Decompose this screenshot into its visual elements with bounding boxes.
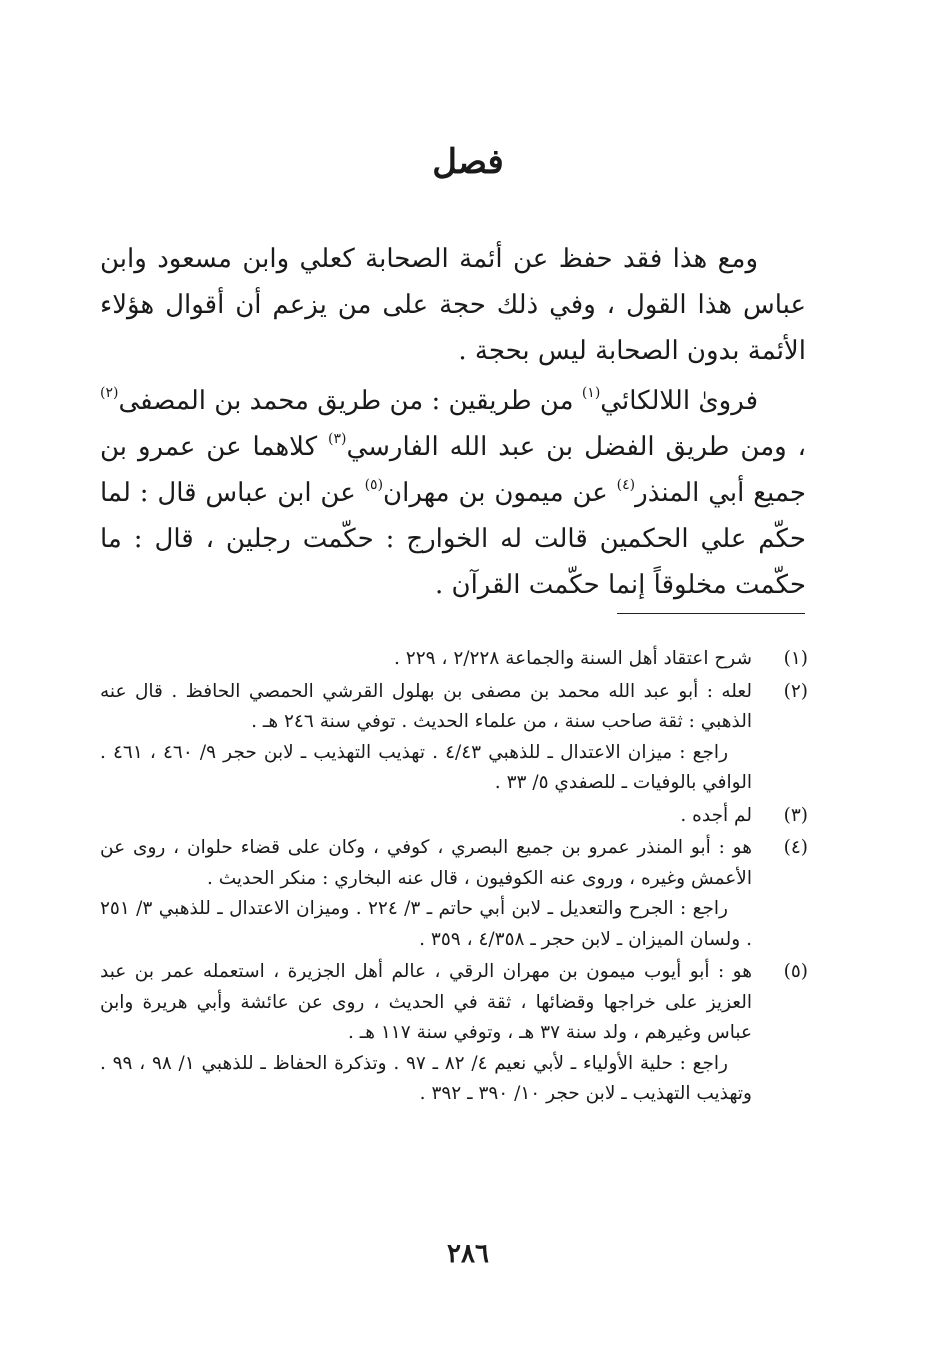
footnote-body [100, 677, 752, 799]
paragraph-1: ومع هذا فقد حفظ عن أئمة الصحابة كعلي وابن مسعود وابن عباس هذا القول ، وفي ذلك حجة على من يزعم أن أقوال هؤلاء الأئمة بدون الصحابة ليس بحجة . [100, 244, 806, 366]
footnote-marker-5[interactable]: (٥) [364, 477, 384, 494]
footnote-marker-3[interactable]: (٣) [328, 431, 347, 448]
text-segment: عن ابن عباس قال : لما حكّم علي الحكمين قالت له الخوارج : حكّمت رجلين ، قال : ما حكّمت مخلوقاً إنما حكّمت القرآن . [100, 478, 806, 600]
footnote-3 [100, 801, 808, 832]
footnote-1 [100, 644, 808, 675]
footnote-reference: راجع : الجرح والتعديل ـ لابن أبي حاتم ـ ٣/ ٢٢٤ . وميزان الاعتدال ـ للذهبي ٣/ ٢٥١ . ولسان الميزان ـ لابن حجر ـ ٤/٣٥٨ ، ٣٥٩ . [100, 898, 752, 950]
footnote-marker-4[interactable]: (٤) [616, 477, 636, 494]
footnote-5 [100, 957, 808, 1110]
footnote-body [100, 957, 752, 1110]
footnote-body [100, 801, 752, 832]
footnote-2 [100, 677, 808, 799]
paragraph-2 [100, 378, 806, 608]
footnote-text: هو : أبو أيوب ميمون بن مهران الرقي ، عالم أهل الجزيرة ، استعمله عمر بن عبد العزيز على خراجها وقضائها ، ثقة في الحديث ، روى عن عائشة وأبي هريرة وابن عباس وغيرهم ، ولد سنة ٣٧ هـ ، وتوفي سنة ١١٧ هـ . [100, 961, 752, 1043]
footnote-number: (٥) [783, 961, 808, 982]
footnote-separator [617, 613, 805, 614]
footnote-text: لعله : أبو عبد الله محمد بن مصفى بن بهلول القرشي الحمصي الحافظ . قال عنه الذهبي : ثقة صاحب سنة ، من علماء الحديث . توفي سنة ٢٤٦ هـ . [100, 680, 752, 732]
footnote-marker-2[interactable]: (٢) [100, 385, 119, 402]
footnote-reference: راجع : ميزان الاعتدال ـ للذهبي ٤/٤٣ . تهذيب التهذيب ـ لابن حجر ٩/ ٤٦٠ ، ٤٦١ . الوافي بالوفيات ـ للصفدي ٥/ ٣٣ . [100, 741, 752, 793]
text-segment: من طريقين : من طريق محمد بن المصفى [118, 386, 582, 416]
text-segment: عن ميمون بن مهران [383, 478, 617, 508]
footnote-number: (٢) [783, 680, 808, 702]
page-number: ٢٨٦ [447, 1239, 489, 1269]
section-title: فصل [432, 142, 504, 182]
main-text [100, 236, 806, 608]
footnote-body [100, 644, 752, 675]
footnote-text: لم أجده . [680, 804, 752, 826]
footnote-number: (٣) [783, 804, 808, 826]
text-segment: فرویٰ اللالكائي [600, 386, 758, 416]
footnotes [100, 644, 808, 1112]
footnote-number: (١) [783, 648, 808, 669]
footnote-number: (٤) [783, 837, 808, 858]
footnote-body [100, 833, 752, 955]
footnote-text: شرح اعتقاد أهل السنة والجماعة ٢/٢٢٨ ، ٢٢٩ . [394, 648, 752, 669]
text-segment: كلاهما عن عمرو بن جميع أبي المنذر [100, 432, 806, 508]
footnote-4 [100, 833, 808, 955]
footnote-marker-1[interactable]: (١) [581, 385, 601, 402]
text-segment: ، ومن طريق الفضل بن عبد الله الفارسي [346, 432, 806, 462]
footnote-text: هو : أبو المنذر عمرو بن جميع البصري ، كوفي ، وكان على قضاء حلوان ، روى عن الأعمش وغيره ، وروى عنه الكوفيون ، قال عنه البخاري : منكر الحديث . [100, 837, 752, 889]
footnote-reference: راجع : حلية الأولياء ـ لأبي نعيم ٤/ ٨٢ ـ ٩٧ . وتذكرة الحفاظ ـ للذهبي ١/ ٩٨ ، ٩٩ . وتهذيب التهذيب ـ لابن حجر ١٠/ ٣٩٠ ـ ٣٩٢ . [100, 1052, 752, 1104]
